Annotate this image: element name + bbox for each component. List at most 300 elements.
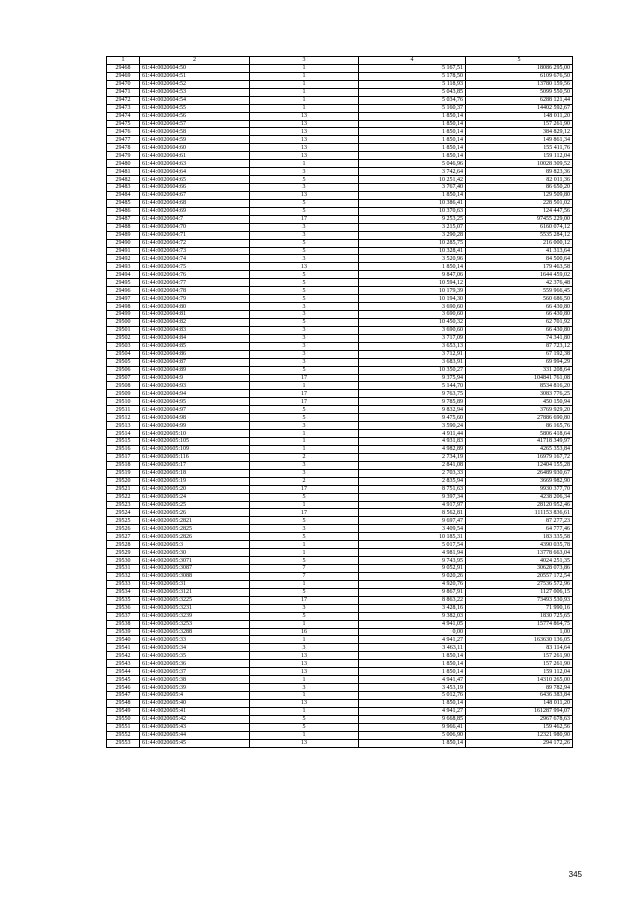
cadastral-number-cell: 61:44:0020604:76: [140, 271, 250, 279]
specific-value-cell: 9 966,41: [359, 723, 466, 731]
group-cell: 13: [250, 660, 359, 668]
table-row: [107, 438, 573, 446]
table-row: [107, 160, 573, 168]
cadastral-number-cell: 61:44:0020604:7: [140, 215, 250, 223]
group-cell: 3: [250, 342, 359, 350]
table-row: [107, 406, 573, 414]
cadastral-number-cell: 61:44:0020604:94: [140, 390, 250, 398]
row-number-cell: 29519: [107, 469, 140, 477]
cadastral-value-cell: 6288 121,44: [466, 96, 573, 104]
group-cell: 17: [250, 509, 359, 517]
row-number-cell: 29546: [107, 684, 140, 692]
table-row: [107, 565, 573, 573]
cadastral-number-cell: 61:44:0020605:10: [140, 430, 250, 438]
table-row: [107, 604, 573, 612]
group-cell: 3: [250, 231, 359, 239]
row-number-cell: 29500: [107, 318, 140, 326]
row-number-cell: 29477: [107, 136, 140, 144]
specific-value-cell: 3 712,91: [359, 350, 466, 358]
specific-value-cell: 1 850,14: [359, 699, 466, 707]
table-row: [107, 557, 573, 565]
specific-value-cell: 4 981,94: [359, 549, 466, 557]
specific-value-cell: 9 253,25: [359, 215, 466, 223]
group-cell: 3: [250, 326, 359, 334]
cadastral-number-cell: 61:44:0020605:45: [140, 739, 250, 747]
cadastral-number-cell: 61:44:0020605:3121: [140, 588, 250, 596]
group-cell: 17: [250, 390, 359, 398]
table-row: [107, 96, 573, 104]
specific-value-cell: 5 046,96: [359, 160, 466, 168]
table-row: [107, 382, 573, 390]
group-cell: 1: [250, 160, 359, 168]
cadastral-number-cell: 61:44:0020605:20: [140, 485, 250, 493]
row-number-cell: 29493: [107, 263, 140, 271]
cadastral-value-cell: 148 011,20: [466, 699, 573, 707]
group-cell: 13: [250, 668, 359, 676]
row-number-cell: 29494: [107, 271, 140, 279]
table-row: [107, 739, 573, 747]
group-cell: 1: [250, 80, 359, 88]
row-number-cell: 29499: [107, 311, 140, 319]
row-number-cell: 29518: [107, 461, 140, 469]
cadastral-number-cell: 61:44:0020604:68: [140, 199, 250, 207]
specific-value-cell: 3 453,19: [359, 684, 466, 692]
cadastral-value-cell: 69 994,29: [466, 358, 573, 366]
group-cell: 3: [250, 461, 359, 469]
group-cell: 17: [250, 485, 359, 493]
cadastral-number-cell: 61:44:0020605:109: [140, 445, 250, 453]
row-number-cell: 29471: [107, 88, 140, 96]
cadastral-number-cell: 61:44:0020604:72: [140, 239, 250, 247]
table-header-row: [107, 57, 573, 65]
group-cell: 13: [250, 191, 359, 199]
group-cell: 17: [250, 596, 359, 604]
cadastral-value-cell: 62 701,92: [466, 318, 573, 326]
group-cell: 13: [250, 739, 359, 747]
specific-value-cell: 3 717,09: [359, 334, 466, 342]
table-row: [107, 176, 573, 184]
group-cell: 3: [250, 644, 359, 652]
row-number-cell: 29482: [107, 176, 140, 184]
cadastral-number-cell: 61:44:0020604:85: [140, 342, 250, 350]
cadastral-value-cell: 87 277,23: [466, 517, 573, 525]
cadastral-number-cell: 61:44:0020604:82: [140, 318, 250, 326]
cadastral-number-cell: 61:44:0020605:19: [140, 477, 250, 485]
cadastral-value-cell: 16979 167,72: [466, 453, 573, 461]
row-number-cell: 29526: [107, 525, 140, 533]
cadastral-number-cell: 61:44:0020605:38: [140, 676, 250, 684]
cadastral-number-cell: 61:44:0020604:97: [140, 406, 250, 414]
group-cell: 1: [250, 445, 359, 453]
column-header-4: 4: [359, 57, 466, 65]
group-cell: 1: [250, 72, 359, 80]
group-cell: 1: [250, 96, 359, 104]
table-row: [107, 144, 573, 152]
column-header-5: 5: [466, 57, 573, 65]
specific-value-cell: 9 763,75: [359, 390, 466, 398]
row-number-cell: 29468: [107, 64, 140, 72]
table-row: [107, 120, 573, 128]
specific-value-cell: 3 428,16: [359, 604, 466, 612]
cadastral-value-cell: 104841 761,08: [466, 374, 573, 382]
cadastral-value-cell: 6160 074,12: [466, 223, 573, 231]
cadastral-value-cell: 97455 229,00: [466, 215, 573, 223]
table-row: [107, 199, 573, 207]
cadastral-value-cell: 14402 592,67: [466, 104, 573, 112]
table-row: [107, 318, 573, 326]
row-number-cell: 29503: [107, 342, 140, 350]
cadastral-number-cell: 61:44:0020605:26: [140, 509, 250, 517]
specific-value-cell: 10 450,32: [359, 318, 466, 326]
cadastral-number-cell: 61:44:0020604:64: [140, 168, 250, 176]
group-cell: 5: [250, 557, 359, 565]
cadastral-value-cell: 27536 572,96: [466, 580, 573, 588]
cadastral-number-cell: 61:44:0020604:73: [140, 247, 250, 255]
group-cell: 2: [250, 453, 359, 461]
specific-value-cell: 1 850,14: [359, 128, 466, 136]
group-cell: 5: [250, 318, 359, 326]
row-number-cell: 29545: [107, 676, 140, 684]
group-cell: 1: [250, 501, 359, 509]
row-number-cell: 29540: [107, 636, 140, 644]
row-number-cell: 29547: [107, 692, 140, 700]
table-row: [107, 676, 573, 684]
cadastral-value-cell: 64 777,46: [466, 525, 573, 533]
cadastral-number-cell: 61:44:0020605:24: [140, 493, 250, 501]
cadastral-value-cell: 159 112,04: [466, 152, 573, 160]
cadastral-value-cell: 157 261,90: [466, 652, 573, 660]
table-row: [107, 533, 573, 541]
group-cell: 1: [250, 438, 359, 446]
specific-value-cell: 3 690,60: [359, 311, 466, 319]
group-cell: 3: [250, 303, 359, 311]
row-number-cell: 29549: [107, 707, 140, 715]
row-number-cell: 29515: [107, 438, 140, 446]
cadastral-number-cell: 61:44:0020604:63: [140, 160, 250, 168]
table-row: [107, 684, 573, 692]
row-number-cell: 29498: [107, 303, 140, 311]
group-cell: 1: [250, 88, 359, 96]
cadastral-number-cell: 61:44:0020605:3288: [140, 628, 250, 636]
cadastral-value-cell: 41718 349,97: [466, 438, 573, 446]
cadastral-number-cell: 61:44:0020604:70: [140, 223, 250, 231]
row-number-cell: 29528: [107, 541, 140, 549]
group-cell: 5: [250, 723, 359, 731]
cadastral-number-cell: 61:44:0020605:40: [140, 699, 250, 707]
row-number-cell: 29512: [107, 414, 140, 422]
cadastral-value-cell: 148 011,20: [466, 112, 573, 120]
specific-value-cell: 10 370,63: [359, 207, 466, 215]
specific-value-cell: 0,00: [359, 628, 466, 636]
cadastral-number-cell: 61:44:0020605:3087: [140, 565, 250, 573]
row-number-cell: 29501: [107, 326, 140, 334]
cadastral-number-cell: 61:44:0020604:52: [140, 80, 250, 88]
group-cell: 5: [250, 414, 359, 422]
group-cell: 5: [250, 493, 359, 501]
table-row: [107, 692, 573, 700]
cadastral-number-cell: 61:44:0020605:44: [140, 731, 250, 739]
group-cell: 5: [250, 517, 359, 525]
group-cell: 1: [250, 541, 359, 549]
cadastral-number-cell: 61:44:0020604:81: [140, 311, 250, 319]
group-cell: 3: [250, 358, 359, 366]
row-number-cell: 29520: [107, 477, 140, 485]
specific-value-cell: 10 251,42: [359, 176, 466, 184]
row-number-cell: 29486: [107, 207, 140, 215]
row-number-cell: 29485: [107, 199, 140, 207]
group-cell: 1: [250, 707, 359, 715]
specific-value-cell: 5 178,50: [359, 72, 466, 80]
table-row: [107, 279, 573, 287]
row-number-cell: 29502: [107, 334, 140, 342]
table-row: [107, 374, 573, 382]
cadastral-number-cell: 61:44:0020604:66: [140, 184, 250, 192]
group-cell: 5: [250, 406, 359, 414]
row-number-cell: 29534: [107, 588, 140, 596]
specific-value-cell: 4 941,27: [359, 636, 466, 644]
cadastral-value-cell: 82 011,36: [466, 176, 573, 184]
table-row: [107, 295, 573, 303]
table-row: [107, 223, 573, 231]
row-number-cell: 29543: [107, 660, 140, 668]
row-number-cell: 29541: [107, 644, 140, 652]
table-row: [107, 191, 573, 199]
specific-value-cell: 8 751,63: [359, 485, 466, 493]
cadastral-value-cell: 15774 864,75: [466, 620, 573, 628]
cadastral-value-cell: 163630 136,05: [466, 636, 573, 644]
group-cell: 1: [250, 430, 359, 438]
table-row: [107, 588, 573, 596]
cadastral-number-cell: 61:44:0020604:55: [140, 104, 250, 112]
cadastral-number-cell: 61:44:0020605:3253: [140, 620, 250, 628]
specific-value-cell: 5 034,76: [359, 96, 466, 104]
cadastral-value-cell: 560 686,50: [466, 295, 573, 303]
group-cell: 7: [250, 565, 359, 573]
cadastral-number-cell: 61:44:0020605:3225: [140, 596, 250, 604]
group-cell: 7: [250, 572, 359, 580]
table-row: [107, 453, 573, 461]
group-cell: 3: [250, 422, 359, 430]
cadastral-value-cell: 86 650,20: [466, 184, 573, 192]
row-number-cell: 29487: [107, 215, 140, 223]
row-number-cell: 29478: [107, 144, 140, 152]
group-cell: 1: [250, 104, 359, 112]
cadastral-value-cell: 179 463,58: [466, 263, 573, 271]
cadastral-value-cell: 3669 982,90: [466, 477, 573, 485]
table-row: [107, 517, 573, 525]
group-cell: 13: [250, 112, 359, 120]
cadastral-number-cell: 61:44:0020604:56: [140, 112, 250, 120]
cadastral-number-cell: 61:44:0020605:33: [140, 636, 250, 644]
cadastral-number-cell: 61:44:0020604:54: [140, 96, 250, 104]
table-row: [107, 549, 573, 557]
row-number-cell: 29510: [107, 398, 140, 406]
specific-value-cell: 1 850,14: [359, 120, 466, 128]
row-number-cell: 29469: [107, 72, 140, 80]
cadastral-number-cell: 61:44:0020605:35: [140, 652, 250, 660]
group-cell: 5: [250, 612, 359, 620]
row-number-cell: 29489: [107, 231, 140, 239]
specific-value-cell: 3 409,54: [359, 525, 466, 533]
specific-value-cell: 5 012,76: [359, 692, 466, 700]
cadastral-number-cell: 61:44:0020605:37: [140, 668, 250, 676]
cadastral-value-cell: 2967 678,63: [466, 715, 573, 723]
specific-value-cell: 9 847,06: [359, 271, 466, 279]
group-cell: 17: [250, 374, 359, 382]
group-cell: 3: [250, 311, 359, 319]
cadastral-value-cell: 66 430,80: [466, 303, 573, 311]
cadastral-number-cell: 61:44:0020604:75: [140, 263, 250, 271]
cadastral-number-cell: 61:44:0020605:3239: [140, 612, 250, 620]
group-cell: 17: [250, 398, 359, 406]
table-row: [107, 445, 573, 453]
table-row: [107, 168, 573, 176]
row-number-cell: 29496: [107, 287, 140, 295]
group-cell: 13: [250, 128, 359, 136]
table-row: [107, 263, 573, 271]
specific-value-cell: 1 850,14: [359, 668, 466, 676]
row-number-cell: 29521: [107, 485, 140, 493]
cadastral-value-cell: 294 172,26: [466, 739, 573, 747]
group-cell: 3: [250, 184, 359, 192]
table-row: [107, 430, 573, 438]
cadastral-value-cell: 3769 929,20: [466, 406, 573, 414]
row-number-cell: 29484: [107, 191, 140, 199]
table-row: [107, 422, 573, 430]
cadastral-number-cell: 61:44:0020604:98: [140, 414, 250, 422]
specific-value-cell: 3 520,96: [359, 255, 466, 263]
table-row: [107, 215, 573, 223]
cadastral-number-cell: 61:44:0020604:89: [140, 366, 250, 374]
specific-value-cell: 3 767,40: [359, 184, 466, 192]
row-number-cell: 29511: [107, 406, 140, 414]
specific-value-cell: 4 941,47: [359, 676, 466, 684]
group-cell: 5: [250, 207, 359, 215]
table-row: [107, 112, 573, 120]
specific-value-cell: 2 835,94: [359, 477, 466, 485]
row-number-cell: 29532: [107, 572, 140, 580]
specific-value-cell: 10 179,39: [359, 287, 466, 295]
table-row: [107, 731, 573, 739]
row-number-cell: 29525: [107, 517, 140, 525]
row-number-cell: 29535: [107, 596, 140, 604]
cadastral-value-cell: 183 335,58: [466, 533, 573, 541]
cadastral-value-cell: 149 861,34: [466, 136, 573, 144]
cadastral-value-cell: 9930 377,70: [466, 485, 573, 493]
cadastral-value-table: [106, 56, 573, 748]
cadastral-value-cell: 6436 383,84: [466, 692, 573, 700]
row-number-cell: 29530: [107, 557, 140, 565]
group-cell: 5: [250, 533, 359, 541]
row-number-cell: 29492: [107, 255, 140, 263]
cadastral-number-cell: 61:44:0020604:69: [140, 207, 250, 215]
row-number-cell: 29504: [107, 350, 140, 358]
row-number-cell: 29474: [107, 112, 140, 120]
cadastral-value-cell: 4024 251,35: [466, 557, 573, 565]
row-number-cell: 29472: [107, 96, 140, 104]
row-number-cell: 29509: [107, 390, 140, 398]
group-cell: 13: [250, 152, 359, 160]
specific-value-cell: 5 017,54: [359, 541, 466, 549]
cadastral-number-cell: 61:44:0020605:34: [140, 644, 250, 652]
row-number-cell: 29513: [107, 422, 140, 430]
row-number-cell: 29481: [107, 168, 140, 176]
specific-value-cell: 5 118,93: [359, 80, 466, 88]
specific-value-cell: 10 285,75: [359, 239, 466, 247]
group-cell: 5: [250, 295, 359, 303]
cadastral-value-cell: 42 376,48: [466, 279, 573, 287]
group-cell: 16: [250, 628, 359, 636]
cadastral-number-cell: 61:44:0020605:25: [140, 501, 250, 509]
table-row: [107, 80, 573, 88]
specific-value-cell: 4 982,89: [359, 445, 466, 453]
group-cell: 5: [250, 279, 359, 287]
table-row: [107, 271, 573, 279]
cadastral-number-cell: 61:44:0020604:79: [140, 295, 250, 303]
cadastral-value-cell: 67 192,38: [466, 350, 573, 358]
group-cell: 13: [250, 699, 359, 707]
group-cell: 3: [250, 525, 359, 533]
cadastral-number-cell: 61:44:0020604:9: [140, 374, 250, 382]
cadastral-number-cell: 61:44:0020604:93: [140, 382, 250, 390]
specific-value-cell: 1 850,14: [359, 191, 466, 199]
cadastral-value-cell: 4390 035,78: [466, 541, 573, 549]
specific-value-cell: 9 668,85: [359, 715, 466, 723]
row-number-cell: 29516: [107, 445, 140, 453]
table-row: [107, 287, 573, 295]
group-cell: 5: [250, 588, 359, 596]
row-number-cell: 29507: [107, 374, 140, 382]
cadastral-value-cell: 124 447,56: [466, 207, 573, 215]
table-row: [107, 572, 573, 580]
cadastral-value-cell: 216 000,12: [466, 239, 573, 247]
cadastral-value-cell: 384 829,12: [466, 128, 573, 136]
cadastral-number-cell: 61:44:0020605:116: [140, 453, 250, 461]
specific-value-cell: 10 386,41: [359, 199, 466, 207]
cadastral-number-cell: 61:44:0020604:77: [140, 279, 250, 287]
cadastral-number-cell: 61:44:0020604:67: [140, 191, 250, 199]
specific-value-cell: 3 653,13: [359, 342, 466, 350]
specific-value-cell: 2 734,19: [359, 453, 466, 461]
cadastral-number-cell: 61:44:0020604:86: [140, 350, 250, 358]
specific-value-cell: 1 850,14: [359, 263, 466, 271]
table-row: [107, 128, 573, 136]
group-cell: 1: [250, 692, 359, 700]
specific-value-cell: 10 194,30: [359, 295, 466, 303]
specific-value-cell: 2 841,08: [359, 461, 466, 469]
table-row: [107, 660, 573, 668]
cadastral-number-cell: 61:44:0020605:2821: [140, 517, 250, 525]
group-cell: 5: [250, 176, 359, 184]
specific-value-cell: 10 350,27: [359, 366, 466, 374]
table-row: [107, 358, 573, 366]
table-row: [107, 636, 573, 644]
group-cell: 3: [250, 255, 359, 263]
cadastral-number-cell: 61:44:0020605:3231: [140, 604, 250, 612]
cadastral-value-cell: 83 114,64: [466, 644, 573, 652]
cadastral-number-cell: 61:44:0020604:99: [140, 422, 250, 430]
table-row: [107, 136, 573, 144]
cadastral-value-cell: 84 500,64: [466, 255, 573, 263]
cadastral-value-cell: 13778 663,04: [466, 549, 573, 557]
table-row: [107, 414, 573, 422]
cadastral-number-cell: 61:44:0020605:41: [140, 707, 250, 715]
table-row: [107, 326, 573, 334]
group-cell: 5: [250, 287, 359, 295]
specific-value-cell: 3 690,60: [359, 326, 466, 334]
table-row: [107, 311, 573, 319]
table-row: [107, 207, 573, 215]
